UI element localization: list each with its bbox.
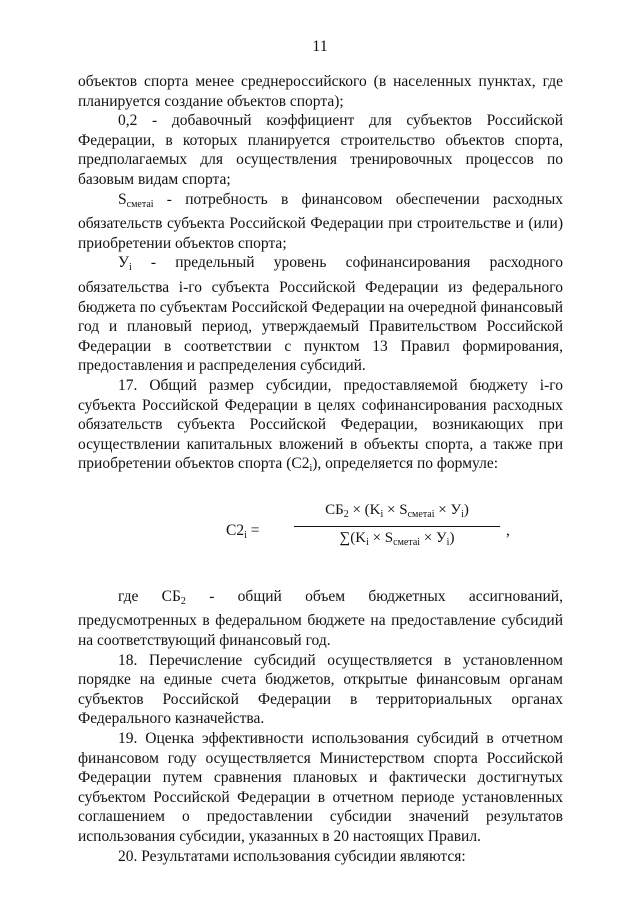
paragraph-20: 20. Результатами использования субсидии являются: (118, 847, 466, 865)
paragraph-18: 18. Перечисление субсидий осуществляется в установленном порядке на единые счета бюджетов, открытые финансовым органам субъектов Российской Федерации в территориальных органах Федерального казначейства. (78, 651, 563, 728)
document-body (78, 72, 563, 866)
paragraph-17-tail: ), определяется по формуле: (312, 455, 498, 473)
paragraph-sb2-lead: где (118, 587, 162, 605)
formula-lhs: $С2_i$ = (226, 521, 260, 541)
formula-tail: , (506, 521, 510, 539)
paragraph-sb2 (78, 587, 563, 651)
paragraph-s-smeta (78, 190, 563, 254)
symbol-u-subscript: i (128, 262, 132, 274)
paragraph-u-level-text: - предельный уровень софинансирования расходного обязательства i-го субъекта Российской Федерации из федерального бюджета по субъектам Российской Федерации на очередной финансовый год и плановый период, утверждаемый Правительством Российской Федерации в соответствии с пунктом 13 Правил формирования, предоставления и распределения субсидий. (78, 254, 563, 375)
symbol-s: S (118, 190, 127, 208)
formula-denominator: $\sum(K_i \times S_{сметаi} \times У_i)$ (339, 530, 455, 549)
symbol-sb2-subscript: 2 (180, 595, 186, 607)
symbol-c2: С2 (291, 455, 310, 473)
paragraph-continuation: объектов спорта менее среднероссийского (в населенных пунктах, где планируется создание объектов спорта); (78, 73, 563, 110)
symbol-sb2: СБ (161, 587, 181, 605)
formula-numerator: $СБ_2 \times (K_i \times S_{сметаi} \times У_i)$ (325, 501, 469, 520)
formula-fraction (292, 501, 502, 553)
symbol-u: У (118, 254, 129, 272)
page-number: 11 (312, 38, 328, 55)
paragraph-19: 19. Оценка эффективности использования субсидий в отчетном финансовом году осуществляется Министерством спорта Российской Федерации путем сравнения плановых и фактически достигнутых субъектом Российской Федерации в отчетном периоде установленных соглашением о предоставлении субсидии значений результатов использования субсидии, указанных в 20 настоящих Правил. (78, 730, 563, 845)
paragraph-s-smeta-text: - потребность в финансовом обеспечении расходных обязательств субъекта Российской Федерации при строительстве и (или) приобретении объектов спорта; (78, 190, 563, 252)
paragraph-sb2-text: - общий объем бюджетных ассигнований, предусмотренных в федеральном бюджете на предоставление субсидий на соответствующий финансовый год. (78, 587, 563, 650)
paragraph-17 (78, 376, 563, 479)
symbol-c2-subscript: i (309, 463, 313, 475)
formula-c2 (78, 501, 563, 561)
paragraph-17-text: 17. Общий размер субсидии, предоставляемой бюджету i-го субъекта Российской Федерации в целях софинансирования расходных обязательств субъекта Российской Федерации, возникающих при осуществлении капитальных вложений в объекты спорта, а также при приобретении объектов спорта ( (78, 376, 563, 473)
symbol-s-subscript: сметаi (126, 198, 154, 210)
paragraph-u-level (78, 253, 563, 376)
paragraph-coefficient: 0,2 - добавочный коэффициент для субъектов Российской Федерации, в которых планируется строительство объектов спорта, предполагаемых для осуществления тренировочных процессов по базовым видам спорта; (78, 112, 563, 188)
